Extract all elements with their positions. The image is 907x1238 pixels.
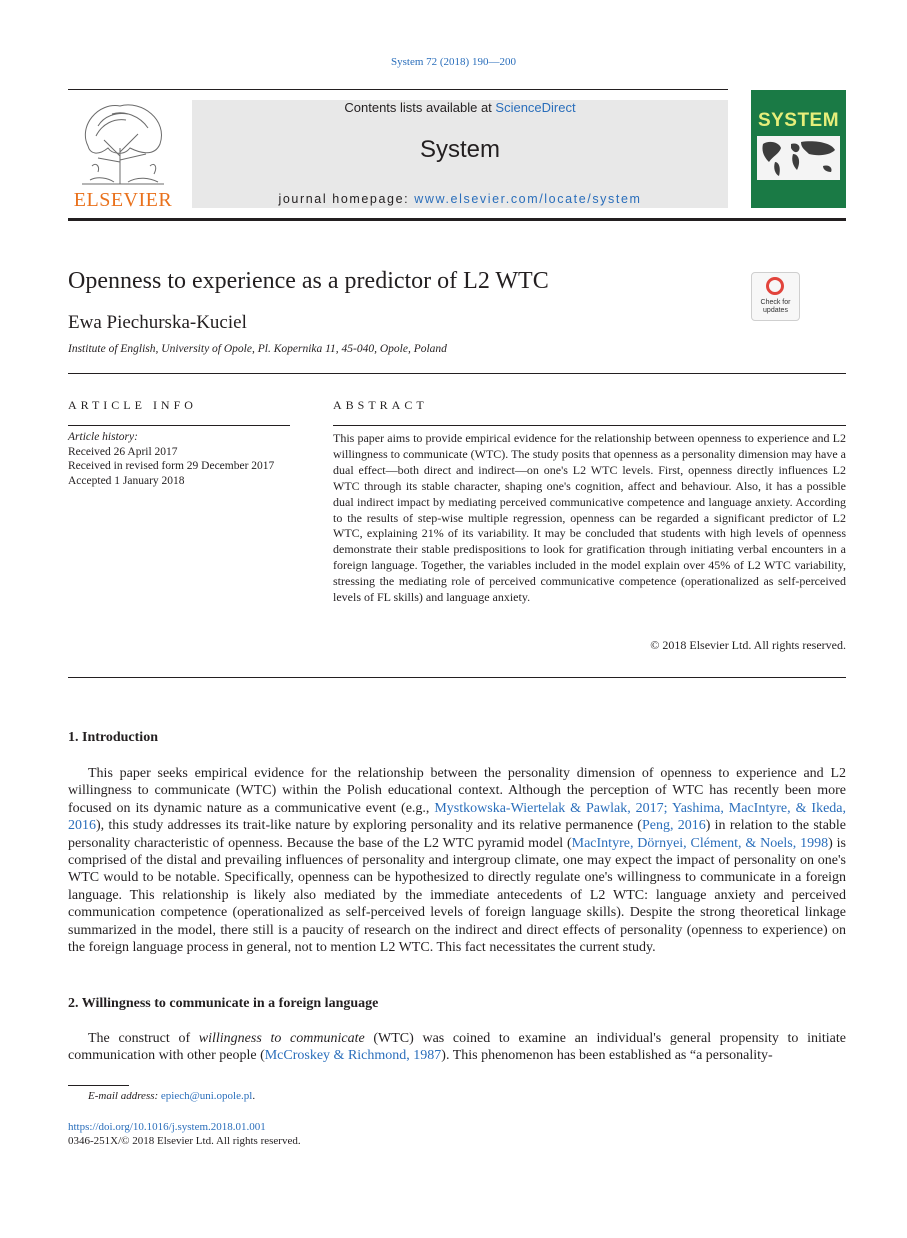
article-history <box>68 430 274 488</box>
sciencedirect-link[interactable]: ScienceDirect <box>495 100 576 115</box>
footnote-divider <box>68 1085 129 1086</box>
reference-link[interactable]: MacIntyre, Dörnyei, Clément, & Noels, 1998 <box>571 835 829 851</box>
reference-link[interactable]: Peng, 2016 <box>641 818 706 834</box>
publisher-name: ELSEVIER <box>73 189 173 211</box>
cover-title: SYSTEM <box>757 110 840 131</box>
header-divider <box>68 89 728 90</box>
section-divider <box>68 677 846 678</box>
email-period: . <box>252 1090 256 1102</box>
issn-copyright: 0346-251X/© 2018 Elsevier Ltd. All rights reserved. <box>68 1135 301 1147</box>
accepted-date: Accepted 1 January 2018 <box>68 474 185 487</box>
section-heading-introduction: 1. Introduction <box>68 730 158 745</box>
italic-term: willingness to communicate <box>198 1031 365 1046</box>
homepage-prefix: journal homepage: <box>278 192 415 206</box>
wtc-paragraph <box>68 1030 846 1066</box>
journal-banner <box>192 100 728 208</box>
check-for-updates-label: Check for updates <box>760 299 791 314</box>
journal-citation[interactable]: System 72 (2018) 190—200 <box>391 56 516 68</box>
paragraph-text: The construct of <box>88 1031 199 1046</box>
paragraph-text: ), this study addresses its trait-like nature by exploring personality and its relative permanence ( <box>96 818 642 834</box>
article-info-heading: ARTICLE INFO <box>68 398 197 412</box>
author-name: Ewa Piechurska-Kuciel <box>68 312 247 333</box>
abstract-copyright: © 2018 Elsevier Ltd. All rights reserved. <box>650 638 846 652</box>
author-affiliation: Institute of English, University of Opole, Pl. Kopernika 11, 45-040, Opole, Poland <box>68 343 447 355</box>
received-date: Received 26 April 2017 <box>68 445 178 458</box>
check-for-updates-badge[interactable] <box>751 272 800 321</box>
journal-cover[interactable] <box>751 90 846 208</box>
elsevier-logo[interactable] <box>68 96 178 212</box>
author-email-footnote <box>88 1090 255 1102</box>
section-heading-wtc: 2. Willingness to communicate in a foreign language <box>68 996 379 1011</box>
header-divider-thick <box>68 218 846 221</box>
abstract-divider <box>333 425 846 426</box>
introduction-paragraph <box>68 765 846 956</box>
history-label: Article history: <box>68 431 138 443</box>
reference-link[interactable]: Mystkowska-Wiertelak & Pawlak, 2017; Yashima, MacIntyre, & Ikeda, 2016 <box>68 800 846 834</box>
revised-date: Received in revised form 29 December 2017 <box>68 460 275 472</box>
article-title: Openness to experience as a predictor of L2 WTC <box>68 268 549 294</box>
paragraph-text: This paper seeks empirical evidence for the relationship between the personality dimension of openness to experience and L2 willingness to communicate (WTC) within the Polish educational context. Although the perception of WTC has recently been more focused on its dynamic nature as a communicative event (e.g., <box>68 766 846 816</box>
paragraph-text: ). This phenomenon has been established as “a personality- <box>441 1048 773 1064</box>
paragraph-text: ) in relation to the stable personality characteristic of openness. Because the base of the L2 WTC pyramid model ( <box>68 818 847 851</box>
reference-link[interactable]: McCroskey & Richmond, 1987 <box>264 1048 442 1064</box>
email-label: E-mail address: <box>88 1090 159 1102</box>
contents-prefix: Contents lists available at <box>344 100 496 115</box>
bookmark-ring-icon <box>766 277 784 295</box>
paragraph-text: (WTC) was coined to examine an individual's general propensity to initiate communication with other people ( <box>68 1031 846 1064</box>
journal-name: System <box>419 136 500 163</box>
homepage-line <box>192 192 728 206</box>
world-map-icon <box>757 136 840 180</box>
abstract-heading: ABSTRACT <box>333 398 428 412</box>
homepage-link[interactable]: www.elsevier.com/locate/system <box>414 192 642 206</box>
paragraph-text: ) is comprised of the distal and prevailing influences of personality and intergroup climate, one may expect the impact of personality on one's WTC would to be notable. Specifically, openness can be hypothesized to directly regulate one's willingness to communicate in a foreign language. This relationship is likely also mediated by the immediate antecedents of L2 WTC: language anxiety and perceived communication competence (operationalized as self-perceived levels of foreign language skills). Despite the strong theoretical linkage summarized in the model, there still is a paucity of research on the indirect and direct effects of personality (openness to experience) on the foreign language process in general, not to mention L2 WTC. This fact necessitates the current study. <box>68 835 846 956</box>
section-divider <box>68 373 846 374</box>
abstract-text: This paper aims to provide empirical evidence for the relationship between openness to experience and L2 willingness to communicate (WTC). The study posits that openness as a personality dimension may have a dual effect—both direct and indirect—on one's L2 WTC levels. First, openness directly influences L2 WTC through its stable character, shaping one's cognition, affect and behaviour. Also, it has a possible dual indirect impact by mediating perceived communicative competence and language anxiety. According to the results of step-wise multiple regression, openness can be regarded a significant predictor of L2 WTC, explaining 21% of its variability. It may be concluded that students with high levels of openness demonstrate their stable predispositions to look for gratification through initiating verbal encounters in a foreign language. Together, the variables included in the model explain over 45% of L2 WTC variability, stressing the mediating role of perceived communicative competence (operationalized as self-perceived levels of FL skills) and language anxiety. <box>333 431 847 605</box>
email-link[interactable]: epiech@uni.opole.pl <box>160 1090 253 1102</box>
doi-link[interactable]: https://doi.org/10.1016/j.system.2018.01.001 <box>68 1121 266 1133</box>
article-info-divider <box>68 425 290 426</box>
contents-line <box>192 100 728 115</box>
elsevier-tree-icon <box>68 96 178 188</box>
